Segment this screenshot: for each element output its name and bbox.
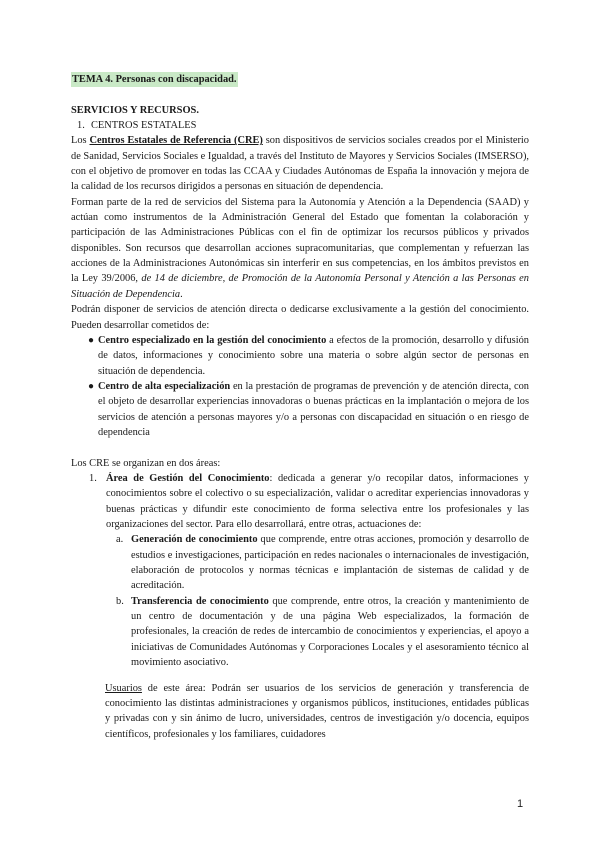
bullet-icon: ● (88, 380, 95, 392)
document-page (71, 72, 529, 753)
text-run: son dispositivos de servicios sociales creados por el Ministerio de Sanidad, Servicios Sociales e Igualdad, a través del Instituto de Mayores y Servicios Sociales (IMSERSO), con el objetivo de promover en todas las CCAA y Ciudades Autónomas de España la innovación y mejora de la calidad de los recursos dirigidos a personas en situación de dependencia. (71, 135, 529, 193)
text-run: Forman parte de la red de servicios del Sistema para la Autonomía y Atención a la Dependencia (SAAD) y actúan como instrumentos de la Administración General del Estado que fomentan la colaboración y participación de las Administraciones Públicas con el fin de optimizar los recursos públicos y privados disponibles. Son recursos que desarrollan acciones supracomunitarias, que complementan y refuerzan las acciones de la Administraciones Autonómicas sin interferir en sus competencias, en los ámbitos previstos en la Ley 39/2006, (71, 196, 529, 285)
section-heading: SERVICIOS Y RECURSOS. (71, 104, 199, 116)
bullet-icon: ● (88, 334, 95, 346)
bullet-item (71, 333, 529, 379)
area-item (71, 471, 529, 532)
bullet-text: a efectos de la promoción, desarrollo y difusión de datos, informaciones y conocimiento sobre una materia o sobre algún sector de personas en situación de dependencia. (98, 334, 529, 377)
list-item-centros (71, 118, 529, 133)
page-number: 1 (517, 798, 524, 810)
law-title: de 14 de diciembre, de Promoción de la Autonomía Personal y Atención a las Personas en Situación de Dependencia (71, 273, 529, 300)
list-marker: 1. (89, 472, 97, 484)
spacer (71, 440, 529, 455)
sub-text: que comprende, entre otros, la creación y mantenimiento de un centro de documentación y de una página Web especializados, la formación de profesionales, la creación de redes de intercambio de conocimientos y experiencias, el apoyo a iniciativas de Comunidades Autónomas y Corporaciones Locales y el asesoramiento técnico al movimiento asociativo. (131, 595, 529, 669)
bullet-item (71, 379, 529, 440)
area-text: : dedicada a generar y/o recopilar datos, informaciones y conocimientos sobre el colectivo o su especialización, validar o acreditar experiencias innovadoras y buenas prácticas y difundir este conocimiento de forma selectiva entre los profesionales y las organizaciones del sector. Para ello desarrollará, entre otras, actuaciones de: (106, 472, 529, 530)
paragraph-areas: Los CRE se organizan en dos áreas: (71, 457, 221, 469)
spacer (71, 87, 529, 102)
sub-marker: a. (116, 534, 124, 546)
sub-marker: b. (116, 595, 124, 607)
sub-term: Generación de conocimiento (131, 534, 258, 546)
paragraph-cre-intro (71, 133, 529, 194)
sub-item (71, 594, 529, 671)
bullet-term: Centro de alta especialización (98, 380, 231, 392)
text-run: Los (71, 135, 90, 147)
sub-term: Transferencia de conocimiento (131, 595, 269, 607)
paragraph-usuarios (71, 681, 529, 742)
text-run: . (180, 288, 183, 300)
document-title: TEMA 4. Personas con discapacidad. (71, 72, 238, 87)
list-label: CENTROS ESTATALES (91, 120, 197, 132)
usuarios-term: Usuarios (105, 682, 142, 694)
paragraph-saad (71, 195, 529, 302)
title-line (71, 72, 529, 87)
list-marker: 1. (77, 120, 85, 132)
usuarios-text: de este área: Podrán ser usuarios de los servicios de generación y transferencia de conocimiento las distintas administraciones y organismos públicos, instituciones, entidades públicas y privadas con y sin ánimo de lucro, universidades, centros de investigación y/o docencia, equipos científicos, profesionales y los familiares, cuidadores (105, 682, 529, 740)
term-cre: Centros Estatales de Referencia (CRE) (89, 135, 263, 147)
bullet-text: en la prestación de programas de prevención y de atención directa, con el objeto de desarrollar experiencias innovadoras o buenas prácticas en la implantación o mejora de los servicios de atención a personas mayores y/o a personas con discapacidad en situación o en riesgo de dependencia (98, 380, 529, 438)
sub-item (71, 532, 529, 593)
bullet-term: Centro especializado en la gestión del conocimiento (98, 334, 327, 346)
area-term: Área de Gestión del Conocimiento (106, 472, 270, 484)
paragraph-cometidos: Podrán disponer de servicios de atención directa o dedicarse exclusivamente a la gestión del conocimiento. Pueden desarrollar cometidos de: (71, 304, 529, 331)
sub-text: que comprende, entre otras acciones, promoción y desarrollo de estudios e investigaciones, participación en redes nacionales o internacionales de investigación, elaboración de protocolos y normas técnicas e implantación de sistemas de calidad y de acreditación. (131, 534, 529, 592)
